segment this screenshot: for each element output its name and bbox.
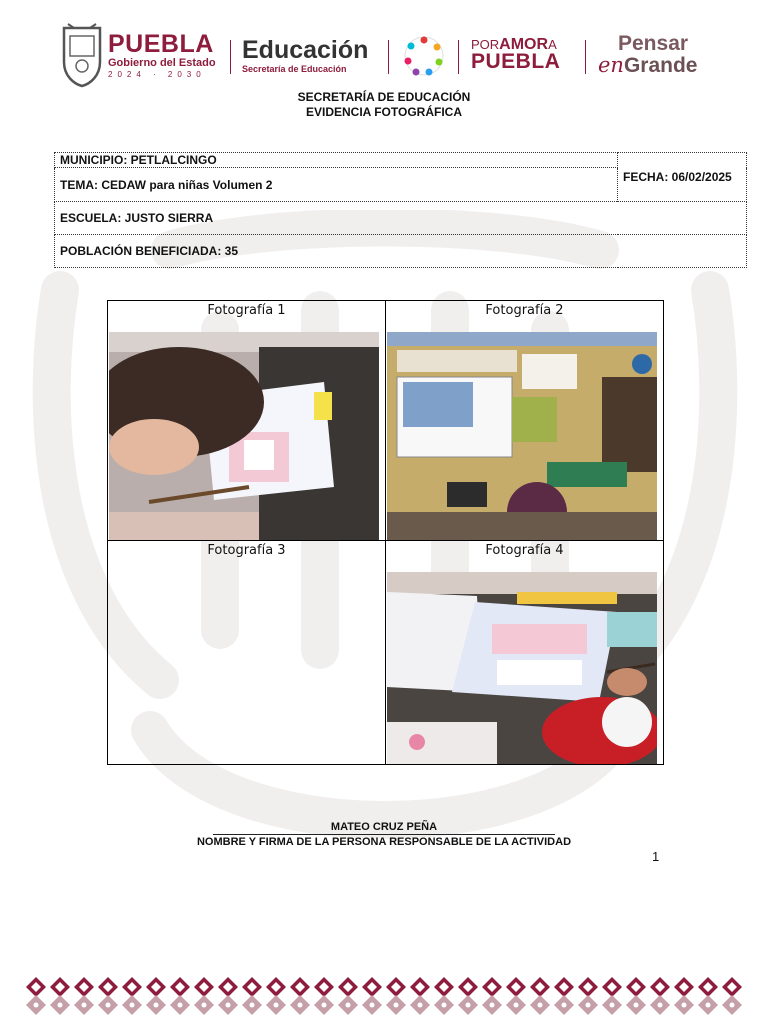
- title-line-2: EVIDENCIA FOTOGRÁFICA: [305, 105, 462, 119]
- logo-separator: [388, 40, 389, 74]
- poblacion-cell: POBLACIÓN BENEFICIADA: 35: [55, 235, 747, 268]
- escuela-cell: ESCUELA: JUSTO SIERRA: [55, 202, 747, 235]
- por-amor-a-puebla-logo: [471, 38, 560, 72]
- page-number: 1: [652, 849, 660, 864]
- photo-grid: [107, 300, 664, 765]
- pensar-en: en: [598, 53, 624, 77]
- photo-label: Fotografía 2: [485, 303, 564, 318]
- amor-word: AMOR: [499, 36, 549, 53]
- logo-separator: [230, 40, 231, 74]
- photo-2-image: [387, 332, 657, 540]
- crest-icon: [60, 22, 104, 88]
- puebla-subtitle: Gobierno del Estado: [108, 57, 216, 69]
- amor-bottom: PUEBLA: [471, 50, 561, 73]
- puebla-government-logo: [108, 32, 216, 80]
- decorative-border: [24, 975, 746, 1015]
- puebla-years: 2024 · 2030: [108, 70, 206, 79]
- logo-separator: [458, 40, 459, 74]
- photo-1-image: [109, 332, 379, 540]
- education-logo: [242, 38, 368, 75]
- title-line-1: SECRETARÍA DE EDUCACIÓN: [297, 90, 471, 104]
- education-title: Educación: [242, 36, 369, 64]
- photo-label: Fotografía 3: [207, 543, 286, 558]
- signature-block: [0, 820, 768, 850]
- photo-4-image: [387, 572, 657, 764]
- logo-separator: [585, 40, 586, 74]
- header-logos: [58, 22, 718, 94]
- amor-prefix: POR: [471, 37, 500, 52]
- people-circle-icon: [402, 34, 446, 78]
- photo-cell-4: [386, 541, 664, 765]
- info-table: [54, 152, 747, 268]
- amor-suffix: A: [548, 37, 557, 52]
- municipio-cell: MUNICIPIO: PETLALCINGO: [55, 153, 618, 168]
- pensar-en-grande-logo: [598, 34, 697, 77]
- signer-name: MATEO CRUZ PEÑA: [213, 820, 555, 835]
- photo-cell-1: [108, 301, 386, 541]
- education-subtitle: Secretaría de Educación: [242, 64, 347, 74]
- photo-cell-2: [386, 301, 664, 541]
- pensar-top: Pensar: [618, 32, 689, 55]
- pensar-bottom: Grande: [623, 54, 698, 77]
- document-title: [0, 90, 768, 120]
- fecha-cell: FECHA: 06/02/2025: [618, 153, 747, 202]
- signature-caption: NOMBRE Y FIRMA DE LA PERSONA RESPONSABLE DE LA ACTIVIDAD: [196, 836, 572, 848]
- puebla-title: PUEBLA: [108, 30, 214, 58]
- tema-cell: TEMA: CEDAW para niñas Volumen 2: [55, 168, 618, 202]
- photo-cell-3: [108, 541, 386, 765]
- photo-label: Fotografía 4: [485, 543, 564, 558]
- photo-label: Fotografía 1: [207, 303, 286, 318]
